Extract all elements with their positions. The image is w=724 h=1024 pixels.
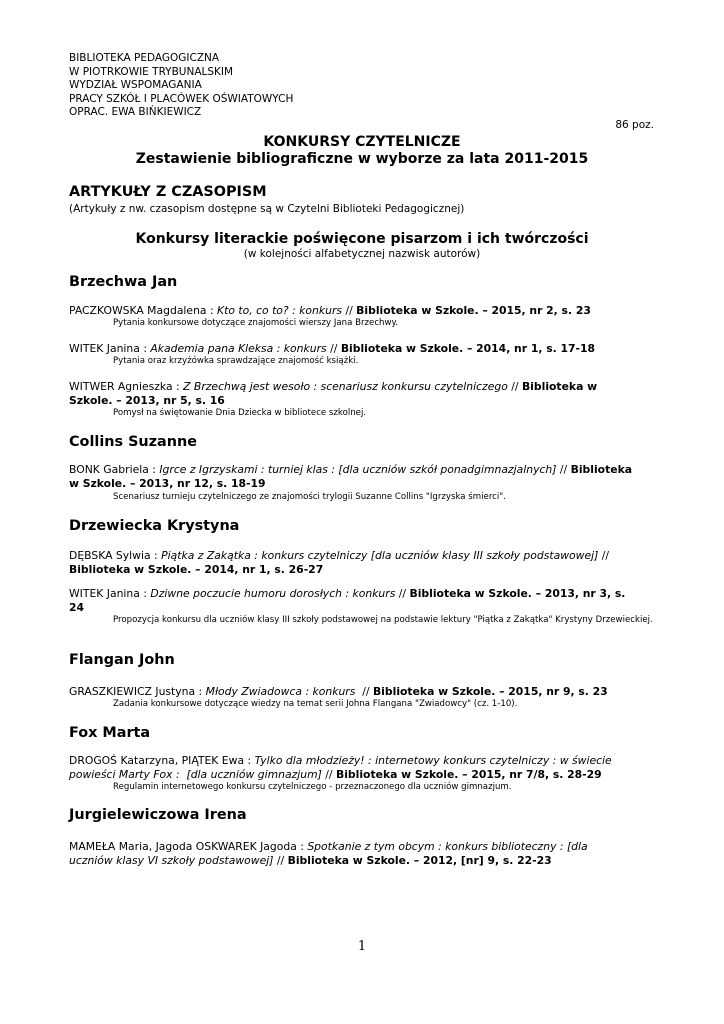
entry-source-continued: Biblioteka w Szkole. – 2014, nr 1, s. 26-27 — [69, 563, 324, 576]
entry-title: Igrce z Igrzyskami : turniej klas : [dla uczniów szkół ponadgimnazjalnych] — [159, 463, 557, 476]
compiler-line: OPRAC. EWA BIŃKIEWICZ — [69, 106, 202, 119]
item-count: 86 poz. — [615, 119, 654, 131]
institution-line: PRACY SZKÓŁ I PLACÓWEK OŚWIATOWYCH — [69, 92, 294, 105]
bibliography-entry — [69, 587, 659, 615]
entry-source: Biblioteka w — [521, 380, 598, 393]
bibliography-entry — [69, 342, 659, 356]
institution-line: W PIOTRKOWIE TRYBUNALSKIM — [69, 65, 234, 78]
entry-source-continued: Szkole. – 2013, nr 5, s. 16 — [69, 394, 225, 407]
author-heading: Flangan John — [69, 652, 175, 668]
author-heading: Drzewiecka Krystyna — [69, 518, 240, 534]
bibliography-entry — [69, 463, 659, 491]
entry-title-continued: powieści Marty Fox : [dla uczniów gimnazjum] — [69, 768, 322, 781]
author-heading: Jurgielewiczowa Irena — [69, 807, 247, 823]
entry-author: DĘBSKA Sylwia : — [69, 549, 162, 562]
entry-source: Biblioteka w Szkole. – 2015, nr 7/8, s. 28-29 — [335, 768, 602, 781]
entry-author: PACZKOWSKA Magdalena : — [69, 304, 218, 317]
entry-source: Biblioteka w Szkole. – 2015, nr 2, s. 23 — [356, 304, 591, 317]
entry-author: GRASZKIEWICZ Justyna : — [69, 685, 206, 698]
institution-line: WYDZIAŁ WSPOMAGANIA — [69, 79, 202, 92]
bibliography-entry — [69, 549, 659, 577]
entry-source: Biblioteka w Szkole. – 2014, nr 1, s. 17-18 — [340, 342, 596, 355]
entry-separator: // — [342, 304, 357, 317]
entry-description: Propozycja konkursu dla uczniów klasy III szkoły podstawowej na podstawie lektury "Piątka z Zakątka" Krystyny Drzewieckiej. — [113, 615, 653, 625]
entry-separator: // — [321, 768, 336, 781]
institution-line: BIBLIOTEKA PEDAGOGICZNA — [69, 52, 220, 64]
document-subtitle: Zestawienie bibliograficzne w wyborze za lata 2011-2015 — [135, 151, 589, 167]
entry-author: DROGOŚ Katarzyna, PIĄTEK Ewa : — [69, 754, 255, 767]
entry-title: Młody Zwiadowca : konkurs — [205, 685, 356, 698]
bibliography-entry — [69, 754, 659, 782]
author-heading: Fox Marta — [69, 725, 151, 741]
entry-description: Pytania oraz krzyżówka sprawdzające znajomość książki. — [113, 356, 359, 366]
entry-source: Biblioteka w Szkole. – 2013, nr 3, s. — [409, 587, 626, 600]
entry-source: Biblioteka — [570, 463, 633, 476]
bibliography-entry — [69, 304, 659, 318]
entry-separator: // — [507, 380, 522, 393]
bibliography-entry — [69, 380, 659, 408]
entry-title: Kto to, co to? : konkurs — [217, 304, 343, 317]
entry-separator: // — [556, 463, 571, 476]
entry-author: BONK Gabriela : — [69, 463, 160, 476]
entry-description: Regulamin internetowego konkursu czytelniczego - przeznaczonego dla uczniów gimnazjum. — [113, 782, 512, 792]
author-heading: Brzechwa Jan — [69, 274, 178, 290]
entry-separator: // — [598, 549, 610, 562]
entry-author: WITEK Janina : — [69, 342, 151, 355]
subsection-note: (w kolejności alfabetycznej nazwisk autorów) — [243, 248, 481, 260]
subsection-heading: Konkursy literackie poświęcone pisarzom i ich twórczości — [135, 231, 589, 247]
page-number: 1 — [357, 939, 367, 954]
entry-separator: // — [355, 685, 373, 698]
entry-source-continued: w Szkole. – 2013, nr 12, s. 18-19 — [69, 477, 266, 490]
entry-description: Scenariusz turnieju czytelniczego ze znajomości trylogii Suzanne Collins "Igrzyska śmierci". — [113, 492, 506, 502]
institution-block — [69, 52, 293, 120]
entry-title-continued: uczniów klasy VI szkoły podstawowej] — [69, 854, 274, 867]
entry-source-continued: 24 — [69, 601, 85, 614]
entry-title: Piątka z Zakątka : konkurs czytelniczy [dla uczniów klasy III szkoły podstawowej] — [161, 549, 599, 562]
entry-title: Dziwne poczucie humoru dorosłych : konkurs — [150, 587, 396, 600]
author-heading: Collins Suzanne — [69, 434, 198, 450]
section-heading: ARTYKUŁY Z CZASOPISM — [69, 184, 267, 200]
entry-title: Spotkanie z tym obcym : konkurs biblioteczny : [dla — [307, 840, 588, 853]
section-note: (Artykuły z nw. czasopism dostępne są w Czytelni Biblioteki Pedagogicznej) — [69, 203, 465, 215]
entry-description: Zadania konkursowe dotyczące wiedzy na temat serii Johna Flangana "Zwiadowcy" (cz. 1-10). — [113, 699, 518, 709]
entry-separator: // — [395, 587, 410, 600]
entry-separator: // — [273, 854, 288, 867]
entry-title: Tylko dla młodzieży! : internetowy konkurs czytelniczy : w świecie — [254, 754, 612, 767]
entry-author: WITEK Janina : — [69, 587, 151, 600]
entry-title: Akademia pana Kleksa : konkurs — [150, 342, 327, 355]
entry-source: Biblioteka w Szkole. – 2012, [nr] 9, s. 22-23 — [287, 854, 552, 867]
document-title: KONKURSY CZYTELNICZE — [263, 134, 461, 150]
entry-separator: // — [326, 342, 341, 355]
bibliography-entry — [69, 685, 659, 699]
entry-description: Pytania konkursowe dotyczące znajomości wierszy Jana Brzechwy. — [113, 318, 399, 328]
entry-title: Z Brzechwą jest wesoło : scenariusz konkursu czytelniczego — [183, 380, 508, 393]
entry-author: WITWER Agnieszka : — [69, 380, 184, 393]
bibliography-entry — [69, 840, 659, 868]
entry-author: MAMEŁA Maria, Jagoda OSKWAREK Jagoda : — [69, 840, 308, 853]
entry-description: Pomysł na świętowanie Dnia Dziecka w bibliotece szkolnej. — [113, 408, 367, 418]
entry-source: Biblioteka w Szkole. – 2015, nr 9, s. 23 — [372, 685, 608, 698]
